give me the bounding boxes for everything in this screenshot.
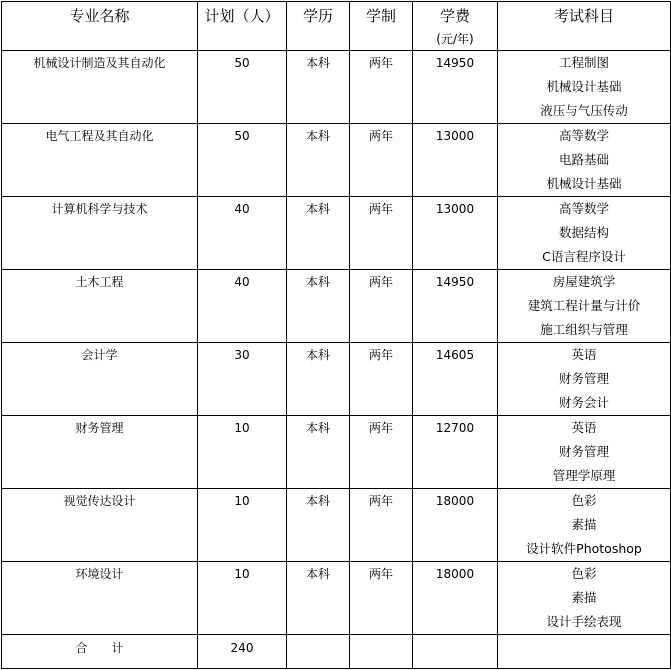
cell-subjects (498, 270, 671, 343)
subject-item: 高等数学 (558, 201, 609, 216)
cell-plan-text: 40 (234, 275, 250, 289)
subject-item: 电路基础 (558, 152, 609, 167)
cell-duration-text: 两年 (368, 348, 393, 362)
cell-major-text: 环境设计 (75, 567, 124, 581)
cell-fee-text: 12700 (435, 421, 475, 435)
total-empty-cell (413, 635, 498, 669)
cell-major (2, 489, 198, 562)
cell-duration-text: 两年 (368, 567, 393, 581)
cell-plan-text: 10 (234, 421, 250, 435)
cell-fee (413, 124, 498, 197)
subject-item: 素描 (571, 517, 597, 532)
subject-item: 工程制图 (558, 55, 609, 70)
total-empty-cell (350, 635, 413, 669)
cell-duration-text: 两年 (368, 56, 393, 70)
cell-fee (413, 51, 498, 124)
subject-item: 施工组织与管理 (540, 322, 628, 337)
cell-plan-text: 50 (234, 129, 250, 143)
table-row (2, 51, 671, 124)
table-row (2, 197, 671, 270)
cell-subjects (498, 51, 671, 124)
cell-fee-text: 13000 (435, 202, 475, 216)
cell-degree (287, 343, 350, 416)
subject-item: 英语 (571, 347, 597, 362)
subject-item: 英语 (571, 420, 597, 435)
cell-major (2, 562, 198, 635)
cell-duration (350, 197, 413, 270)
cell-plan-text: 30 (234, 348, 250, 362)
cell-degree-text: 本科 (305, 275, 330, 289)
cell-duration-text: 两年 (368, 202, 393, 216)
cell-major (2, 124, 198, 197)
subject-item: 机械设计基础 (546, 176, 622, 191)
cell-degree-text: 本科 (305, 567, 330, 581)
cell-plan (198, 416, 287, 489)
subject-item: 建筑工程计量与计价 (527, 298, 641, 313)
cell-major-text: 会计学 (81, 348, 118, 362)
cell-fee (413, 416, 498, 489)
cell-major (2, 416, 198, 489)
cell-duration-text: 两年 (368, 275, 393, 289)
cell-plan-text: 10 (234, 494, 250, 508)
header-fee-label: 学费 (439, 7, 470, 25)
subject-item: 管理学原理 (552, 468, 616, 483)
cell-major-text: 视觉传达设计 (63, 494, 136, 508)
subject-item: C语言程序设计 (542, 249, 626, 264)
subject-item: 设计软件Photoshop (526, 541, 642, 556)
cell-degree (287, 270, 350, 343)
total-empty-cell (498, 635, 671, 669)
cell-subjects (498, 489, 671, 562)
header-degree: 学历 (287, 2, 350, 51)
cell-subjects (498, 416, 671, 489)
cell-plan-text: 50 (234, 56, 250, 70)
subject-item: 设计手绘表现 (546, 614, 622, 629)
header-fee (413, 2, 498, 51)
cell-duration (350, 343, 413, 416)
cell-major-text: 财务管理 (75, 421, 124, 435)
cell-degree-text: 本科 (305, 494, 330, 508)
header-row (2, 2, 671, 51)
subject-item: 机械设计基础 (546, 79, 622, 94)
header-fee-unit: (元/年) (436, 32, 474, 46)
cell-major (2, 197, 198, 270)
cell-fee-text: 18000 (435, 494, 475, 508)
cell-degree (287, 562, 350, 635)
cell-degree (287, 416, 350, 489)
cell-plan (198, 343, 287, 416)
subject-item: 液压与气压传动 (540, 103, 628, 118)
cell-degree-text: 本科 (305, 129, 330, 143)
cell-fee (413, 562, 498, 635)
total-empty-cell (287, 635, 350, 669)
cell-duration (350, 489, 413, 562)
cell-fee-text: 13000 (435, 129, 475, 143)
cell-plan (198, 562, 287, 635)
cell-plan (198, 51, 287, 124)
cell-fee-text: 14950 (435, 56, 475, 70)
cell-fee (413, 489, 498, 562)
cell-subjects (498, 197, 671, 270)
table-row (2, 124, 671, 197)
table-row (2, 562, 671, 635)
subject-item: 财务管理 (558, 444, 609, 459)
cell-degree-text: 本科 (305, 56, 330, 70)
subject-item: 财务管理 (558, 371, 609, 386)
cell-degree-text: 本科 (305, 421, 330, 435)
subject-item: 素描 (571, 590, 597, 605)
cell-major-text: 计算机科学与技术 (51, 202, 148, 216)
cell-plan (198, 197, 287, 270)
cell-degree-text: 本科 (305, 348, 330, 362)
total-plan: 240 (198, 635, 287, 669)
cell-major (2, 343, 198, 416)
cell-duration-text: 两年 (368, 421, 393, 435)
cell-major-text: 机械设计制造及其自动化 (33, 56, 166, 70)
table-row (2, 270, 671, 343)
cell-degree-text: 本科 (305, 202, 330, 216)
cell-duration-text: 两年 (368, 494, 393, 508)
header-subjects: 考试科目 (498, 2, 671, 51)
cell-duration (350, 562, 413, 635)
cell-subjects (498, 562, 671, 635)
cell-plan (198, 270, 287, 343)
subject-item: 色彩 (571, 493, 597, 508)
cell-plan (198, 489, 287, 562)
subject-item: 财务会计 (558, 395, 609, 410)
header-major: 专业名称 (2, 2, 198, 51)
cell-duration (350, 416, 413, 489)
cell-duration-text: 两年 (368, 129, 393, 143)
cell-fee-text: 18000 (435, 567, 475, 581)
cell-duration (350, 270, 413, 343)
cell-degree (287, 197, 350, 270)
table-body (2, 51, 671, 669)
cell-degree (287, 489, 350, 562)
table-row (2, 489, 671, 562)
cell-fee-text: 14605 (435, 348, 475, 362)
subject-item: 高等数学 (558, 128, 609, 143)
total-label: 合 计 (2, 635, 198, 669)
cell-fee (413, 343, 498, 416)
cell-duration (350, 51, 413, 124)
cell-degree (287, 124, 350, 197)
cell-fee-text: 14950 (435, 275, 475, 289)
cell-major (2, 51, 198, 124)
total-row (2, 635, 671, 669)
cell-degree (287, 51, 350, 124)
enrollment-table (1, 1, 671, 669)
header-plan: 计划（人） (198, 2, 287, 51)
cell-fee (413, 197, 498, 270)
cell-duration (350, 124, 413, 197)
subject-item: 数据结构 (558, 225, 609, 240)
cell-subjects (498, 343, 671, 416)
cell-plan-text: 10 (234, 567, 250, 581)
cell-major-text: 土木工程 (75, 275, 124, 289)
table-row (2, 343, 671, 416)
cell-plan (198, 124, 287, 197)
cell-subjects (498, 124, 671, 197)
table-row (2, 416, 671, 489)
cell-major (2, 270, 198, 343)
cell-major-text: 电气工程及其自动化 (45, 129, 154, 143)
subject-item: 色彩 (571, 566, 597, 581)
cell-fee (413, 270, 498, 343)
subject-item: 房屋建筑学 (552, 274, 616, 289)
header-duration: 学制 (350, 2, 413, 51)
cell-plan-text: 40 (234, 202, 250, 216)
